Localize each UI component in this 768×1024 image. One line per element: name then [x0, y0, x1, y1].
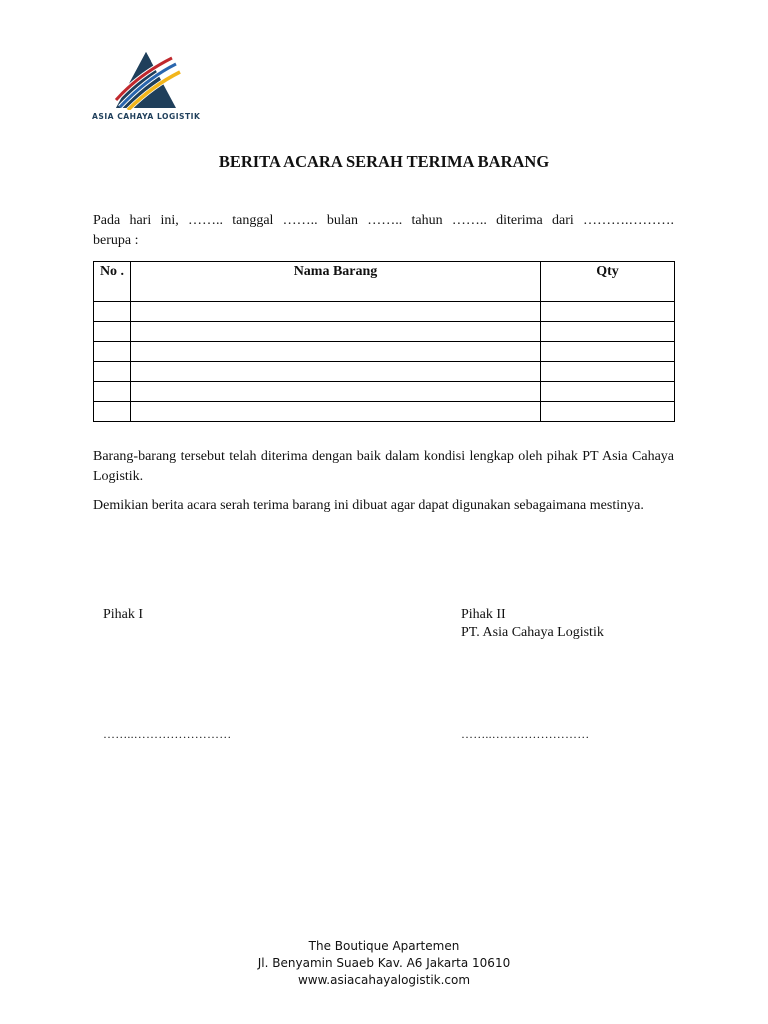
intro-line-2: berupa : [93, 233, 139, 248]
cell-no [94, 362, 131, 382]
table-row [94, 402, 675, 422]
cell-name [131, 362, 541, 382]
footer-website: www.asiacahayalogistik.com [297, 973, 471, 987]
header-no: No . [94, 262, 131, 302]
cell-no [94, 382, 131, 402]
cell-qty [541, 302, 675, 322]
table-row [94, 302, 675, 322]
signature-party-2 [461, 606, 604, 642]
footer [0, 938, 768, 989]
party-2-company: PT. Asia Cahaya Logistik [461, 625, 604, 640]
cell-name [131, 302, 541, 322]
items-table [93, 261, 675, 422]
header-qty: Qty [541, 262, 675, 302]
closing-statement: Demikian berita acara serah terima barang ini dibuat agar dapat digunakan sebagaimana mestinya. [93, 498, 644, 513]
logo-mark-icon [110, 50, 182, 110]
intro-paragraph [93, 211, 674, 251]
table-row [94, 362, 675, 382]
document-title: BERITA ACARA SERAH TERIMA BARANG [218, 152, 550, 171]
header-nama-barang: Nama Barang [131, 262, 541, 302]
footer-address: Jl. Benyamin Suaeb Kav. A6 Jakarta 10610 [257, 956, 511, 970]
received-statement: Barang-barang tersebut telah diterima dengan baik dalam kondisi lengkap oleh pihak PT Asia Cahaya Logistik. [93, 449, 674, 484]
intro-line-1: Pada hari ini, …….. tanggal …….. bulan …….. tahun …….. diterima dari ……….………. [93, 213, 674, 228]
signature-party-1 [103, 606, 143, 624]
cell-name [131, 322, 541, 342]
cell-no [94, 402, 131, 422]
cell-no [94, 322, 131, 342]
cell-name [131, 402, 541, 422]
company-logo [92, 50, 202, 126]
logo-text: ASIA CAHAYA LOGISTIK [92, 112, 201, 121]
cell-no [94, 302, 131, 322]
party-2-label: Pihak II [461, 607, 506, 622]
cell-qty [541, 342, 675, 362]
cell-name [131, 382, 541, 402]
signature-line-2: ……..…………………… [461, 727, 590, 741]
table-row [94, 322, 675, 342]
cell-qty [541, 322, 675, 342]
table-row [94, 342, 675, 362]
table-row [94, 382, 675, 402]
signature-line-1: ……..…………………… [103, 727, 232, 741]
cell-name [131, 342, 541, 362]
footer-building: The Boutique Apartemen [308, 939, 460, 953]
table-header-row [94, 262, 675, 302]
party-1-label: Pihak I [103, 607, 144, 622]
cell-qty [541, 382, 675, 402]
cell-qty [541, 362, 675, 382]
cell-qty [541, 402, 675, 422]
cell-no [94, 342, 131, 362]
